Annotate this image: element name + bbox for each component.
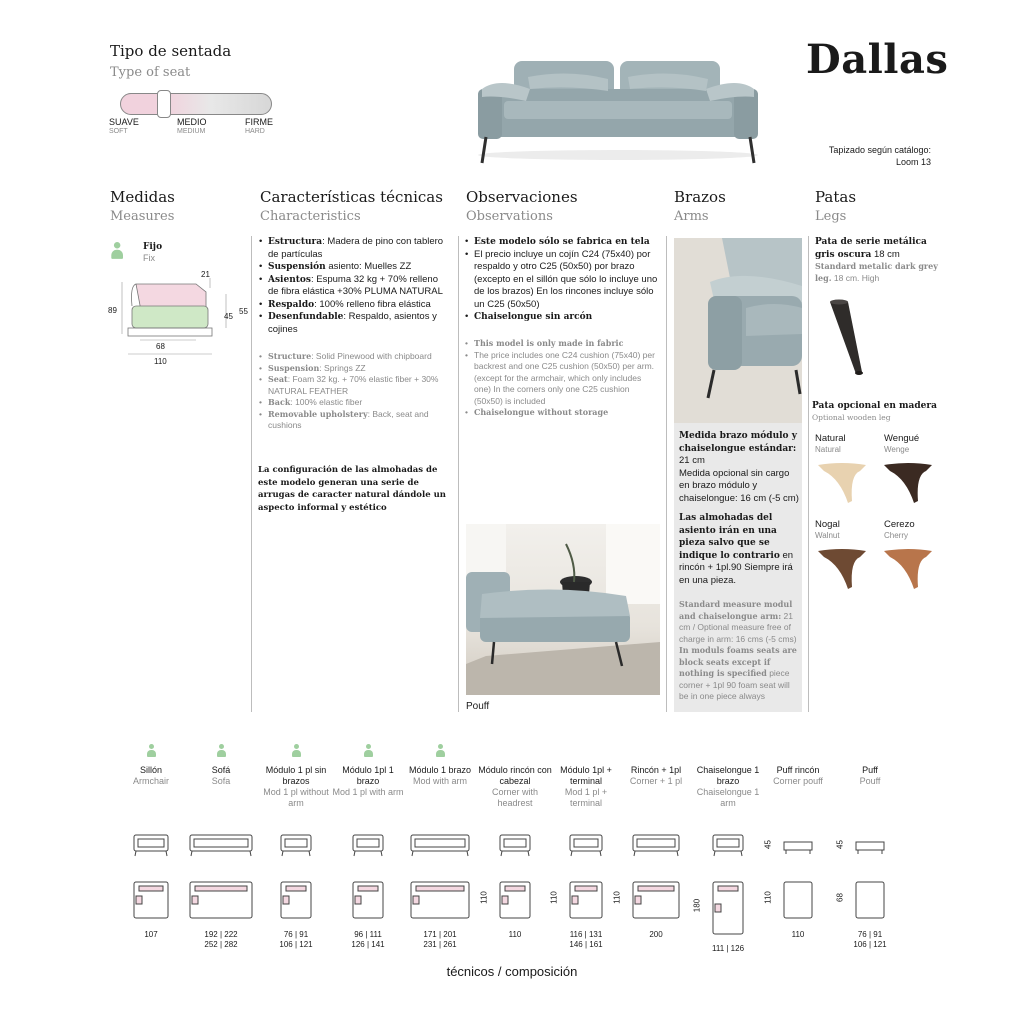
optional-leg-heading <box>812 401 952 422</box>
characteristics-heading <box>260 188 443 224</box>
dim-seat-depth: 68 <box>156 342 165 351</box>
scale-soft-es: SUAVE <box>109 117 139 127</box>
legs-heading <box>815 188 856 224</box>
person-icon <box>216 744 226 758</box>
scale-hard-en: HARD <box>245 128 265 135</box>
arm-optional-measure: Medida opcional sin cargo en brazo módulo y chaiselongue: 16 cm (-5 cm) <box>679 467 799 504</box>
module-plan-view <box>131 880 171 920</box>
dim-depth: 110 <box>154 357 167 366</box>
module-label <box>832 765 908 787</box>
char-item: • Estructura: Madera de pino con tablero de partículas <box>259 236 451 261</box>
column-divider <box>808 236 809 712</box>
fix-en: Fix <box>143 253 155 263</box>
module-front-view <box>630 832 682 858</box>
module-name-es: Módulo 1 pl sin brazos <box>265 765 327 786</box>
module-front-view <box>710 832 746 858</box>
module-label <box>330 765 406 798</box>
person-icon <box>435 744 445 758</box>
arms-title: Brazos <box>674 188 726 206</box>
optional-leg-en: Optional wooden leg <box>812 413 891 422</box>
module-name-es: Rincón + 1pl <box>630 765 682 775</box>
module-width: 192 | 222 252 | 282 <box>204 930 238 949</box>
module-name-en: Armchair <box>132 776 169 786</box>
obs-item-en: • The price includes one C24 cushion (75x40) per backrest and one C25 cushion (50x50) per arm. (except for the armchair, which only includes one) In the corners only one C25 cushion (50x50) is included <box>465 350 660 408</box>
module-name-es: Módulo 1pl + terminal <box>560 765 612 786</box>
module-depth: 68 <box>835 893 845 902</box>
module-depth: 110 <box>479 891 489 904</box>
module-name-es: Puff <box>862 765 878 775</box>
module-depth: 110 <box>612 891 622 904</box>
module-depth: 110 <box>763 891 773 904</box>
leg-cherry-en: Cherry <box>884 531 909 540</box>
measures-title: Medidas <box>110 188 175 206</box>
module-front-view <box>131 832 171 858</box>
char-item: • Respaldo: 100% relleno fibra elástica <box>259 299 451 312</box>
module-depth: 180 <box>692 898 702 913</box>
module-width: 110 <box>791 930 805 939</box>
char-item: • Asientos: Espuma 32 kg + 70% relleno de fibra elástica +30% PLUMA NATURAL <box>259 274 451 299</box>
module-name-en: Mod 1 pl with arm <box>332 787 404 797</box>
module-height: 45 <box>835 840 845 849</box>
legs-title: Patas <box>815 188 857 206</box>
module-name-es: Módulo 1 brazo <box>408 765 472 775</box>
obs-item-en: • This model is only made in fabric <box>465 338 660 350</box>
module-plan-view <box>350 880 386 920</box>
leg-walnut-en: Walnut <box>815 531 840 540</box>
metal-leg-image <box>822 298 882 380</box>
module-label <box>618 765 694 787</box>
module-name-es: Módulo 1pl 1 brazo <box>342 765 394 786</box>
dim-seat-height: 45 <box>224 312 233 321</box>
leg-option-natural <box>815 433 846 455</box>
module-name-en: Corner + 1 pl <box>629 776 683 786</box>
module-name-en: Corner with headrest <box>491 787 538 808</box>
standard-leg-text <box>815 236 945 284</box>
obs-item: • Este modelo sólo se fabrica en tela <box>465 236 660 249</box>
module-plan-view <box>278 880 314 920</box>
leg-natural-en: Natural <box>815 445 841 454</box>
wooden-legs-image <box>812 455 952 615</box>
leg-cherry-es: Cerezo <box>884 519 915 530</box>
footer-composition: composición <box>505 964 578 979</box>
module-width: 111 | 126 <box>711 944 745 953</box>
observations-subtitle: Observations <box>466 209 553 224</box>
module-front-view <box>350 832 386 858</box>
module-name-en: Mod 1 pl + terminal <box>564 787 608 808</box>
footer-separator: / <box>494 964 506 979</box>
optional-leg-es: Pata opcional en madera <box>812 401 937 411</box>
module-width: 171 | 201 231 | 261 <box>423 930 457 949</box>
observations-title: Observaciones <box>466 188 578 206</box>
module-plan-view <box>781 880 815 920</box>
dim-height: 89 <box>108 306 117 315</box>
wood-leg-wenge <box>884 463 932 503</box>
module-width: 107 <box>144 930 158 939</box>
module-plan-view <box>187 880 255 920</box>
person-icon <box>110 242 123 260</box>
module-name-es: Sofá <box>211 765 231 775</box>
module-height: 45 <box>763 840 773 849</box>
leg-wenge-en: Wenge <box>884 445 910 454</box>
person-icon <box>291 744 301 758</box>
char-item: • Desenfundable: Respaldo, asientos y cojines <box>259 311 451 336</box>
standard-leg-es: Pata de serie metálica gris oscura 18 cm <box>815 237 927 260</box>
module-name-en: Mod 1 pl without arm <box>263 787 329 808</box>
footer-technical: técnicos <box>446 964 495 979</box>
seat-type-subtitle: Type of seat <box>110 65 191 80</box>
cushion-note: La configuración de las almohadas de este modelo generan una serie de arrugas de caracter natural dándole un aspecto informal y estético <box>258 465 446 513</box>
obs-item: • El precio incluye un cojín C24 (75x40) por respaldo y otro C25 (50x50) por brazo (excepto en el sillón que sólo lo incluye uno de los brazos) En los rincones incluye sólo un C25 (50x50) <box>465 249 660 312</box>
module-label <box>183 765 259 787</box>
arms-heading <box>674 188 726 224</box>
char-item: • Suspensión asiento: Muelles ZZ <box>259 261 451 274</box>
wood-leg-walnut <box>818 549 866 589</box>
observations-list-en <box>465 338 660 419</box>
scale-medium-es: MEDIO <box>177 117 207 127</box>
module-front-view <box>567 832 605 858</box>
module-label <box>760 765 836 787</box>
scale-soft-en: SOFT <box>109 128 128 135</box>
firmness-marker <box>157 90 171 118</box>
module-width: 76 | 91 106 | 121 <box>853 930 887 949</box>
leg-option-wenge <box>884 433 919 455</box>
module-name-en: Pouff <box>859 776 881 786</box>
column-divider <box>666 236 667 712</box>
upholstery-note <box>790 144 931 168</box>
wood-leg-cherry <box>884 549 932 589</box>
char-item-en: • Removable upholstery: Back, seat and cushions <box>259 409 451 432</box>
sofa-hero-image <box>468 55 768 167</box>
module-name-en: Corner pouff <box>773 776 823 786</box>
characteristics-title: Características técnicas <box>260 188 443 206</box>
char-item-en: • Suspension: Springs ZZ <box>259 363 451 375</box>
firmness-scale <box>120 93 272 115</box>
module-name-es: Sillón <box>139 765 162 775</box>
module-name-en: Chaiselongue 1 arm <box>696 787 760 808</box>
pouf-photo <box>466 524 660 695</box>
module-front-view <box>187 832 255 858</box>
observations-list-es <box>465 236 660 324</box>
module-depth: 110 <box>549 891 559 904</box>
characteristics-list-es <box>259 236 451 336</box>
module-label <box>402 765 478 787</box>
dim-arm: 21 <box>201 270 210 279</box>
arm-note-en: Standard measure modul and chaiselongue arm: 21 cm / Optional measure free of charge in arm: 16 cms (-5 cms) <box>679 599 797 644</box>
module-width: 96 | 111 126 | 141 <box>351 930 385 949</box>
obs-item-en: • Chaiselongue without storage <box>465 407 660 419</box>
module-label <box>113 765 189 787</box>
arms-subtitle: Arms <box>674 209 709 224</box>
leg-walnut-es: Nogal <box>815 519 840 530</box>
module-name-es: Chaiselongue 1 brazo <box>696 765 760 786</box>
char-item-en: • Seat: Foam 32 kg. + 70% elastic fiber + 30% NATURAL FEATHER <box>259 374 451 397</box>
module-name-es: Puff rincón <box>776 765 820 775</box>
module-label <box>690 765 766 809</box>
leg-wenge-es: Wengué <box>884 433 920 444</box>
seat-note-en: In moduls foams seats are block seats except if nothing is specified piece corner + 1pl 90 foam seat will be in one piece always <box>679 645 797 701</box>
module-plan-view <box>497 880 533 920</box>
upholstery-label: Tapizado según catálogo: <box>828 145 931 155</box>
leg-natural-es: Natural <box>815 433 846 444</box>
module-front-view <box>278 832 314 858</box>
arm-standard-measure: Medida brazo módulo y chaiselongue estándar: 21 cm <box>679 431 797 466</box>
char-item-en: • Back: 100% elastic fiber <box>259 397 451 409</box>
module-plan-view <box>408 880 472 920</box>
dim-back-height: 55 <box>239 307 248 316</box>
scale-hard-es: FIRME <box>245 117 273 127</box>
legs-subtitle: Legs <box>815 209 847 224</box>
person-icon <box>363 744 373 758</box>
measures-heading <box>110 188 175 224</box>
module-width: 110 <box>508 930 522 939</box>
module-plan-view <box>567 880 605 920</box>
pouf-caption: Pouff <box>466 701 490 712</box>
person-icon <box>146 744 156 758</box>
wood-leg-natural <box>818 463 866 503</box>
fix-es: Fijo <box>143 242 163 252</box>
module-name-en: Sofa <box>211 776 231 786</box>
module-label <box>477 765 553 809</box>
standard-leg-en: Standard metalic dark grey leg. 18 cm. High <box>815 261 938 283</box>
char-item-en: • Structure: Solid Pinewood with chipboard <box>259 351 451 363</box>
firmness-labels <box>109 117 289 141</box>
module-front-view <box>781 832 815 858</box>
product-name: Dallas <box>806 36 949 83</box>
fix-label <box>143 242 162 264</box>
module-front-view <box>853 832 887 858</box>
module-plan-view <box>853 880 887 920</box>
arm-photo <box>674 238 802 423</box>
module-name-es: Módulo rincón con cabezal <box>478 765 552 786</box>
module-name-en: Mod with arm <box>412 776 467 786</box>
module-front-view <box>497 832 533 858</box>
module-width: 200 <box>649 930 663 939</box>
seat-type-title: Tipo de sentada <box>110 42 232 60</box>
arms-text <box>679 430 799 703</box>
module-front-view <box>408 832 472 858</box>
obs-item: • Chaiselongue sin arcón <box>465 311 660 324</box>
module-width: 76 | 91 106 | 121 <box>279 930 313 949</box>
characteristics-list-en <box>259 351 451 432</box>
module-label <box>258 765 334 809</box>
observations-heading <box>466 188 578 224</box>
module-plan-view <box>710 880 746 936</box>
characteristics-subtitle: Characteristics <box>260 209 361 224</box>
measures-subtitle: Measures <box>110 209 175 224</box>
column-divider <box>458 236 459 712</box>
footer <box>0 964 1024 979</box>
module-plan-view <box>630 880 682 920</box>
seat-cushion-note: Las almohadas del asiento irán en una pieza salvo que se indique lo contrario en rincón + 1pl.90 Siempre irá en una pieza. <box>679 513 794 586</box>
scale-medium-en: MEDIUM <box>177 128 206 135</box>
module-label <box>548 765 624 809</box>
upholstery-value: Loom 13 <box>895 157 931 167</box>
module-width: 116 | 131 146 | 161 <box>569 930 603 949</box>
